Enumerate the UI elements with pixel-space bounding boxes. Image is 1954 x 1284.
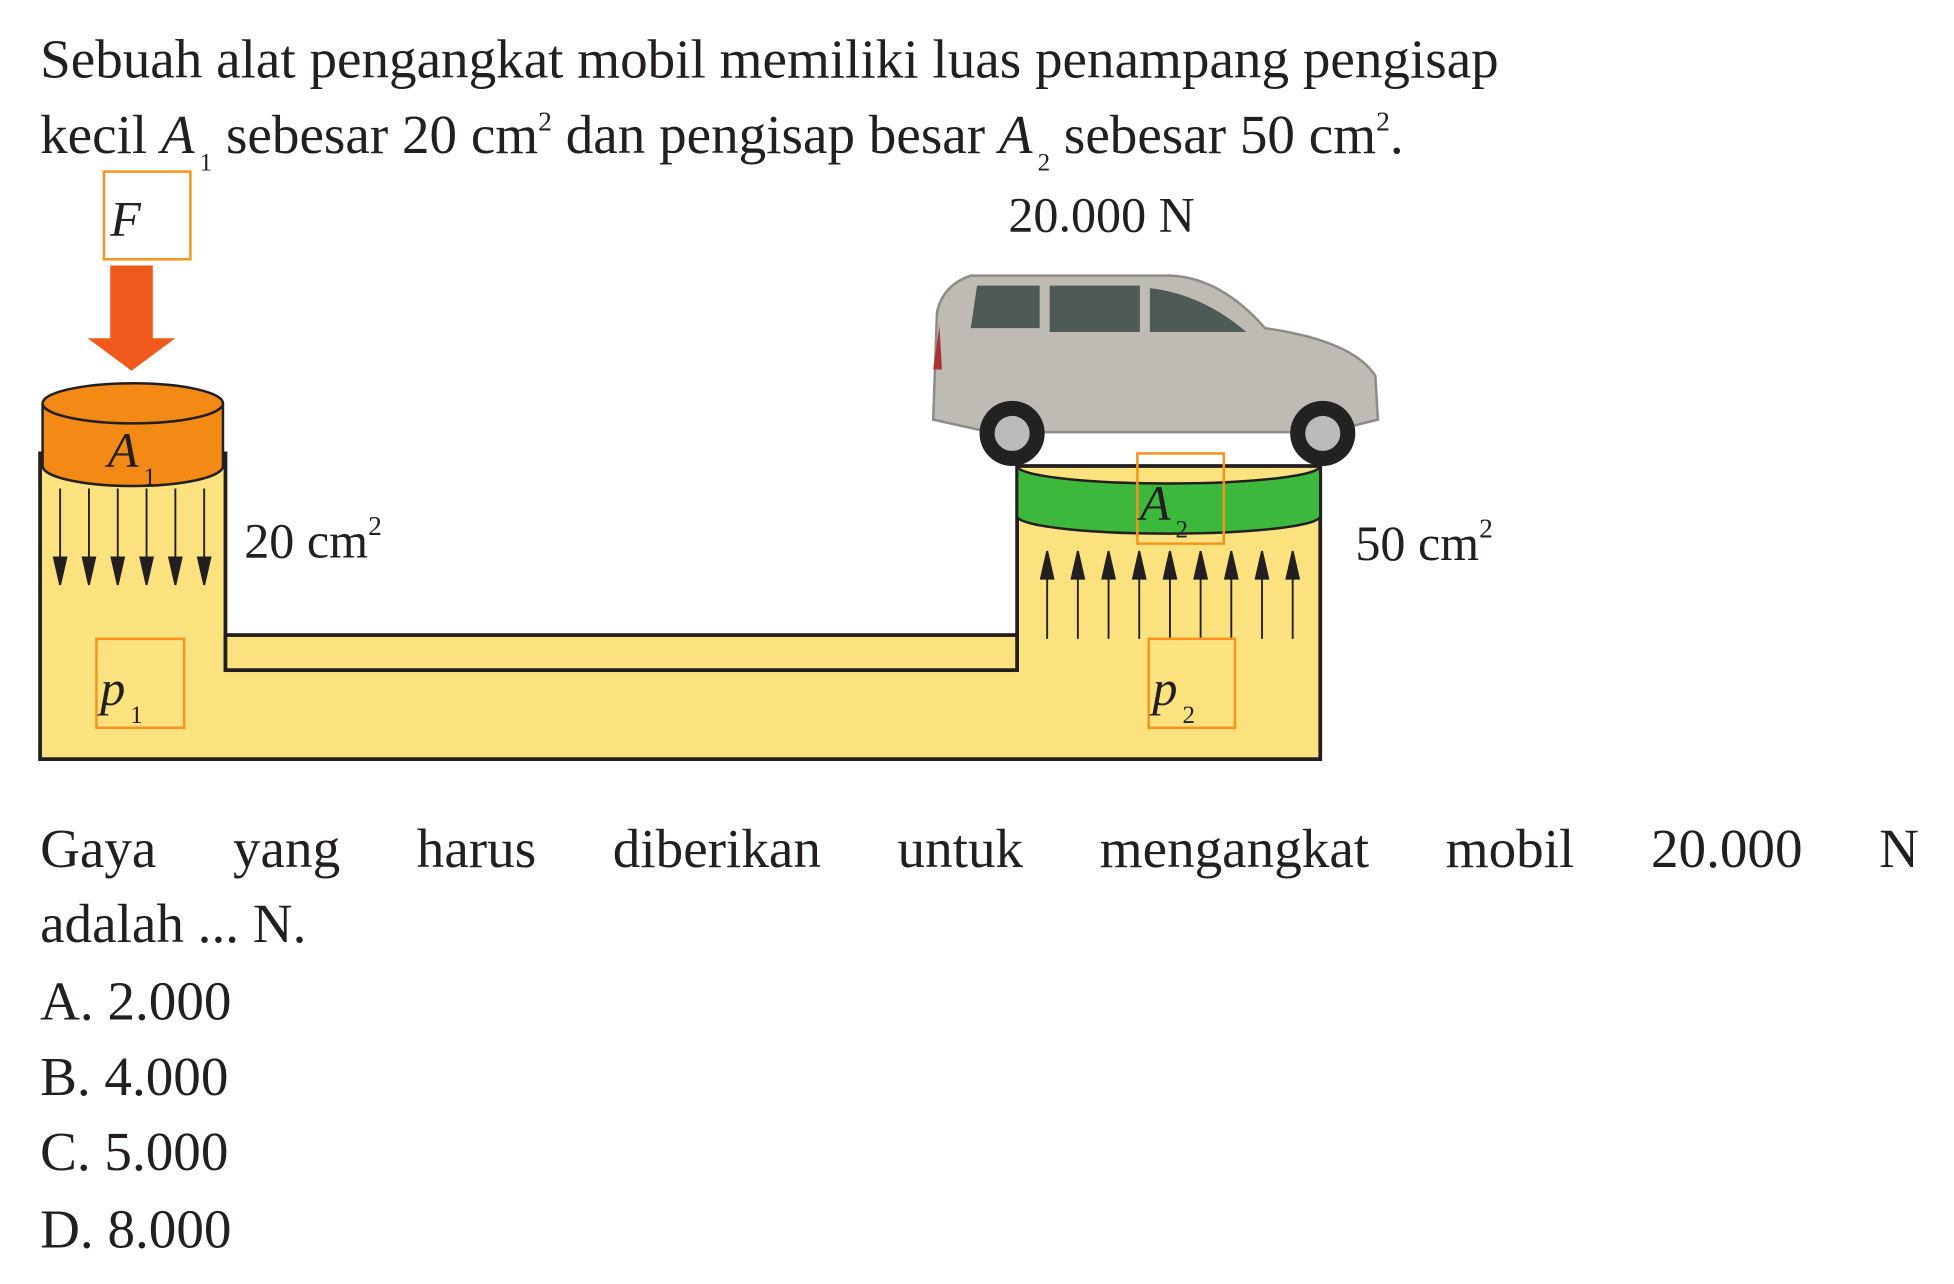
sup: 2 xyxy=(368,509,382,542)
sup: 2 xyxy=(538,105,552,137)
var-a: A xyxy=(160,103,195,166)
sub: 2 xyxy=(1182,701,1195,730)
force-arrow-icon xyxy=(88,266,176,371)
var-a: A xyxy=(998,103,1033,166)
p: p xyxy=(100,660,126,717)
sup: 2 xyxy=(1479,512,1493,544)
sup: 2 xyxy=(1376,105,1390,137)
option-c[interactable]: C. 5.000 xyxy=(40,1121,229,1183)
force-label xyxy=(110,192,141,247)
option-a[interactable]: A. 2.000 xyxy=(40,970,232,1033)
prompt-line-2: adalah ... N. xyxy=(40,893,307,955)
area1-label xyxy=(244,509,382,569)
piston2-label xyxy=(1139,474,1189,544)
car-image xyxy=(933,276,1378,466)
text: sebesar 20 cm xyxy=(225,103,539,166)
area2-label xyxy=(1355,512,1493,572)
connecting-channel xyxy=(225,635,1017,670)
piston1-label xyxy=(107,422,156,492)
text: dan pengisap besar xyxy=(565,103,986,166)
load-label: 20.000 N xyxy=(1008,186,1195,244)
f: F xyxy=(110,190,141,247)
sub: 1 xyxy=(130,701,143,730)
sub: 1 xyxy=(143,463,156,492)
p: p xyxy=(1152,660,1178,717)
question-line-1: Sebuah alat pengangkat mobil memiliki luas penampang pengisap xyxy=(40,28,1499,91)
text: sebesar 50 cm xyxy=(1063,103,1377,166)
sub: 1 xyxy=(199,149,213,177)
t: 20 cm xyxy=(244,512,369,569)
sub: 2 xyxy=(1175,516,1189,544)
t: 50 cm xyxy=(1355,514,1480,572)
text: . xyxy=(1389,103,1404,166)
a: A xyxy=(1139,474,1171,532)
p2-label xyxy=(1152,660,1195,730)
text: kecil xyxy=(40,103,148,166)
option-b[interactable]: B. 4.000 xyxy=(40,1045,229,1108)
sub: 2 xyxy=(1037,149,1051,177)
p1-label xyxy=(100,660,143,730)
prompt-line-1: Gaya yang harus diberikan untuk mengangkat mobil 20.000 N xyxy=(40,817,1919,880)
option-d[interactable]: D. 8.000 xyxy=(40,1198,232,1261)
a: A xyxy=(107,422,139,479)
